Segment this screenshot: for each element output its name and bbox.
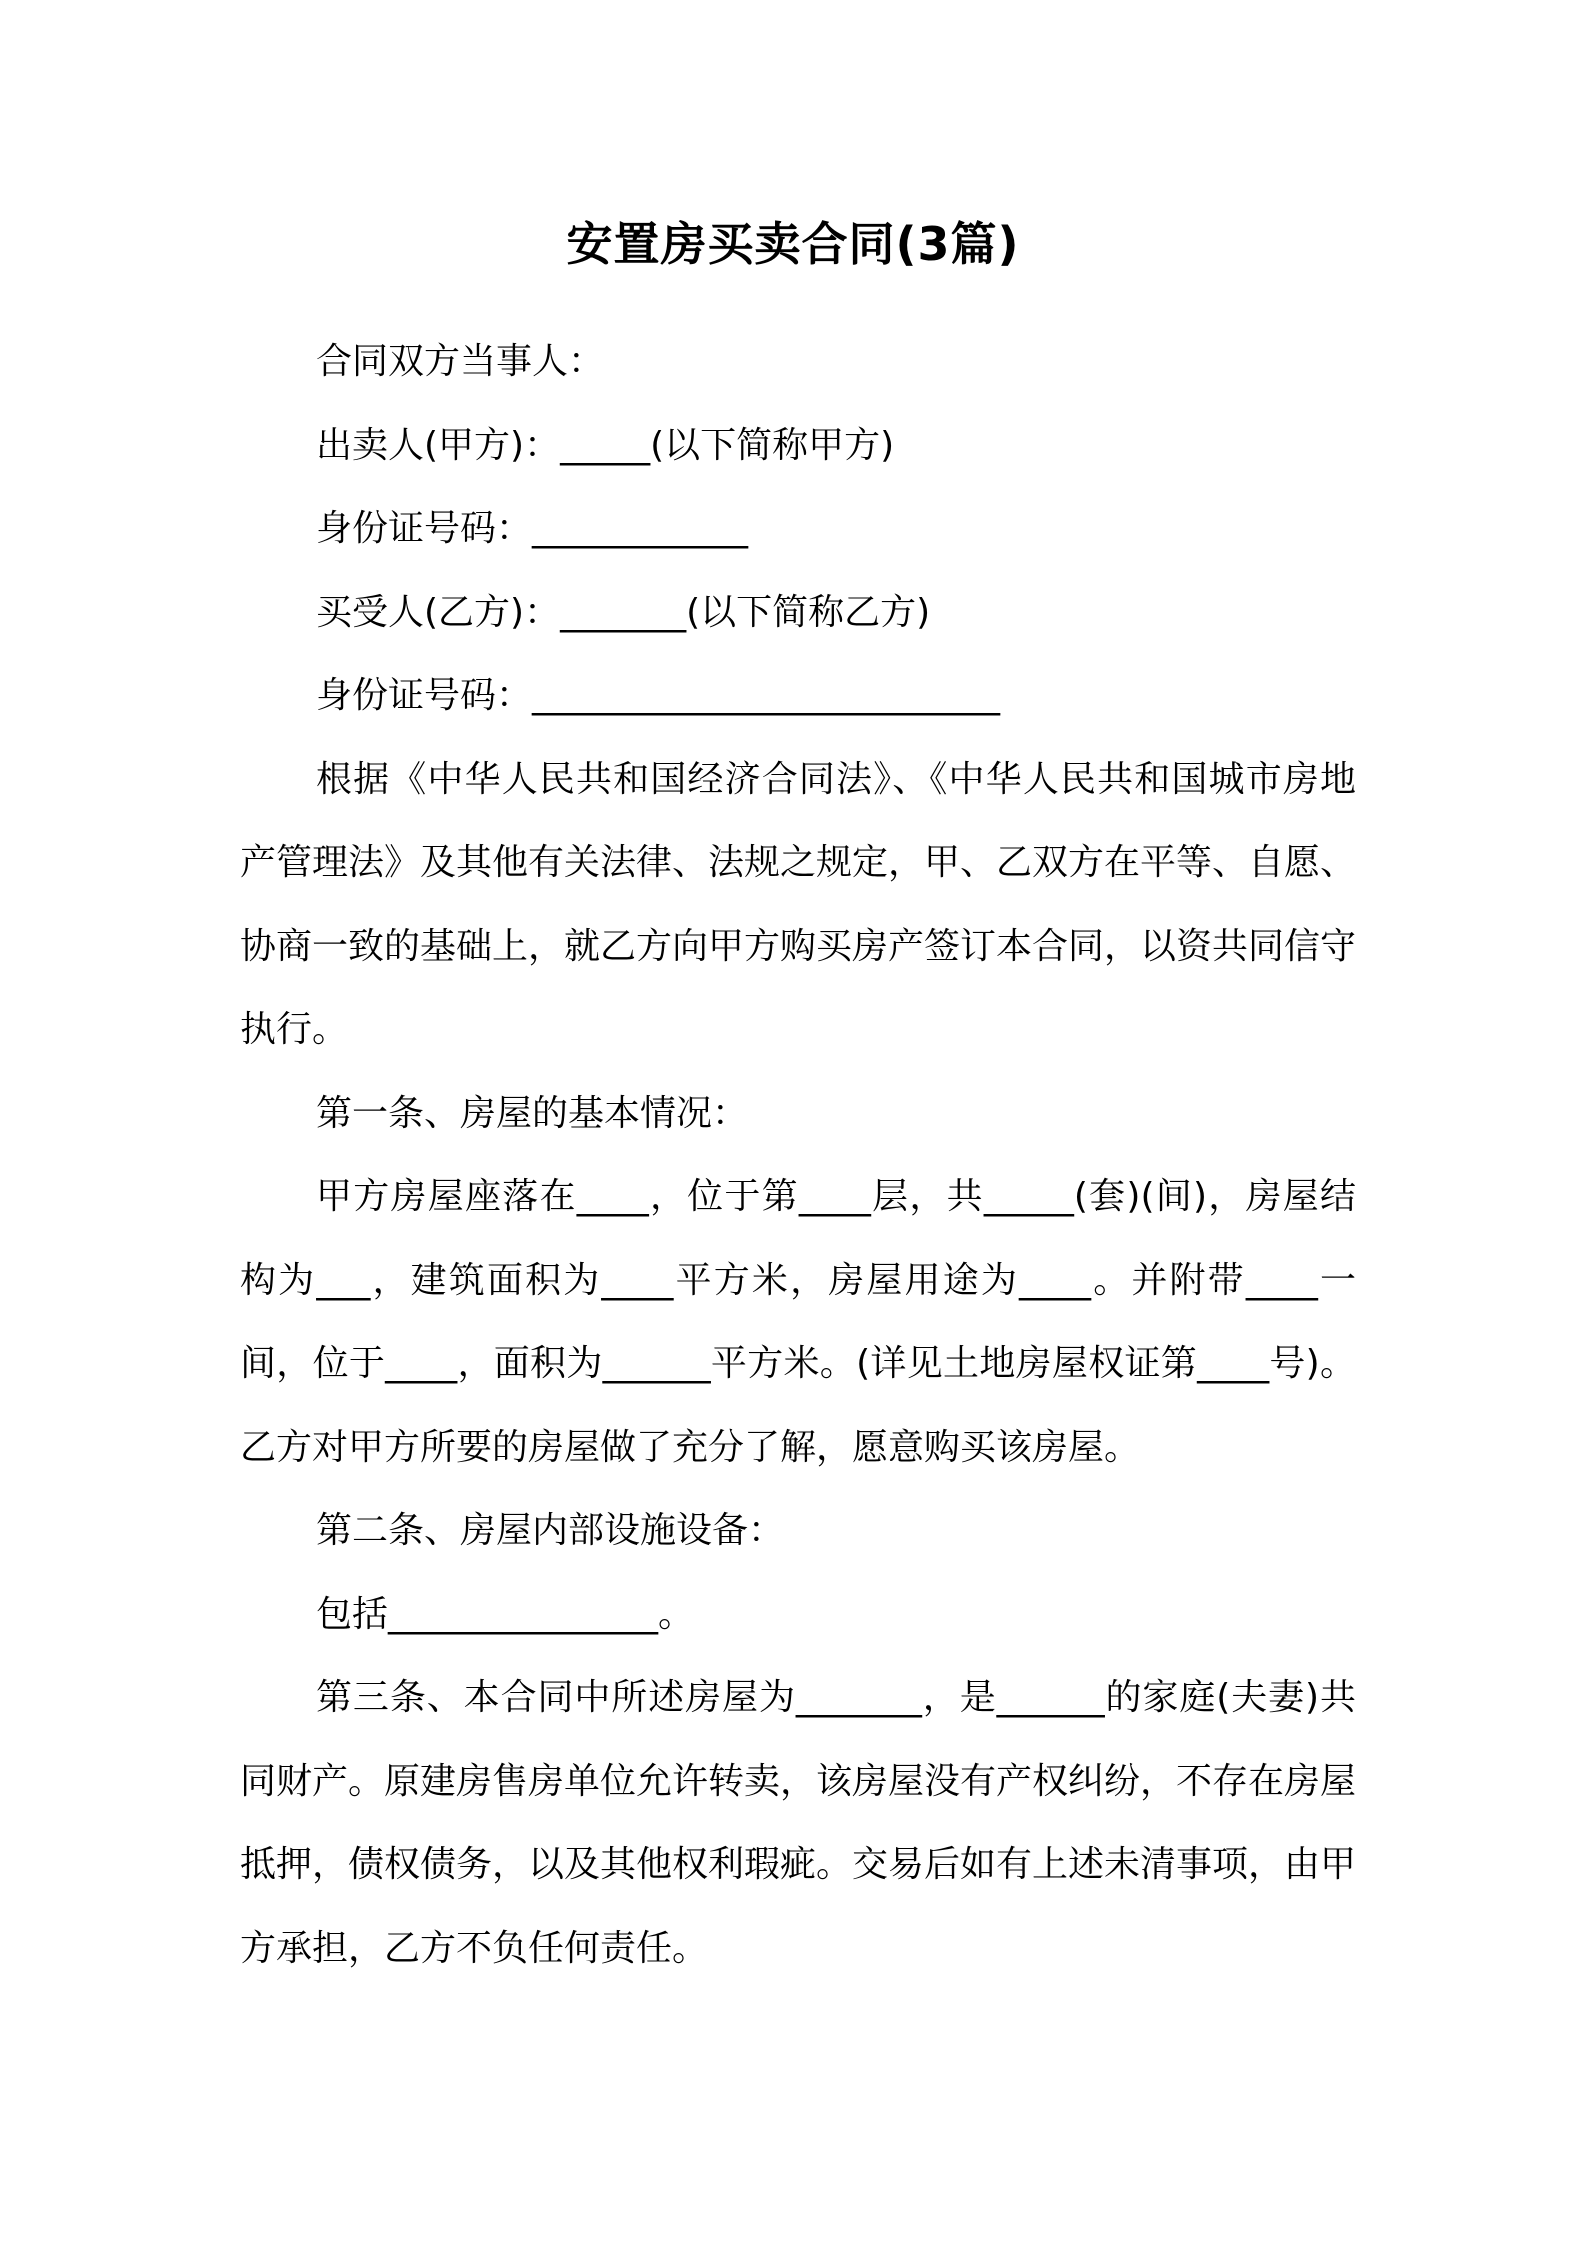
article-2-body: 包括_______________。 — [316, 1593, 695, 1635]
paragraph-buyer-id: 身份证号码：__________________________ — [316, 675, 1001, 716]
paragraph-seller: 出卖人(甲方)：_____(以下简称甲方) — [316, 424, 895, 466]
article-3-body: 第三条、本合同中所述房屋为_______，是______的家庭(夫妻)共同财产。原建房售房单位允许转卖，该房屋没有产权纠纷，不存在房屋抵押，债权债务，以及其他权利瑕疵。交易后如有上述未清事项，由甲方承担，乙方不负任何责任。 — [240, 1677, 1357, 1969]
paragraph-seller-id: 身份证号码：____________ — [316, 508, 749, 549]
document-body — [240, 320, 1356, 1990]
paragraph-buyer: 买受人(乙方)：_______(以下简称乙方) — [316, 591, 931, 633]
paragraph-parties-heading: 合同双方当事人： — [316, 341, 605, 382]
article-1-body: 甲方房屋座落在____，位于第____层，共_____(套)(间)，房屋结构为___，建筑面积为____平方米，房屋用途为____。并附带____一间，位于____，面积为______平方米。(详见土地房屋权证第____号)。乙方对甲方所要的房屋做了充分了解，愿意购买该房屋。 — [240, 1176, 1356, 1468]
article-2-heading: 第二条、房屋内部设施设备： — [316, 1510, 785, 1551]
document-title: 安置房买卖合同(3篇) — [566, 217, 1020, 271]
paragraph-preamble: 根据《中华人民共和国经济合同法》、《中华人民共和国城市房地产管理法》及其他有关法律、法规之规定，甲、乙双方在平等、自愿、协商一致的基础上，就乙方向甲方购买房产签订本合同，以资共同信守执行。 — [240, 758, 1357, 1050]
article-1-heading: 第一条、房屋的基本情况： — [316, 1092, 749, 1134]
